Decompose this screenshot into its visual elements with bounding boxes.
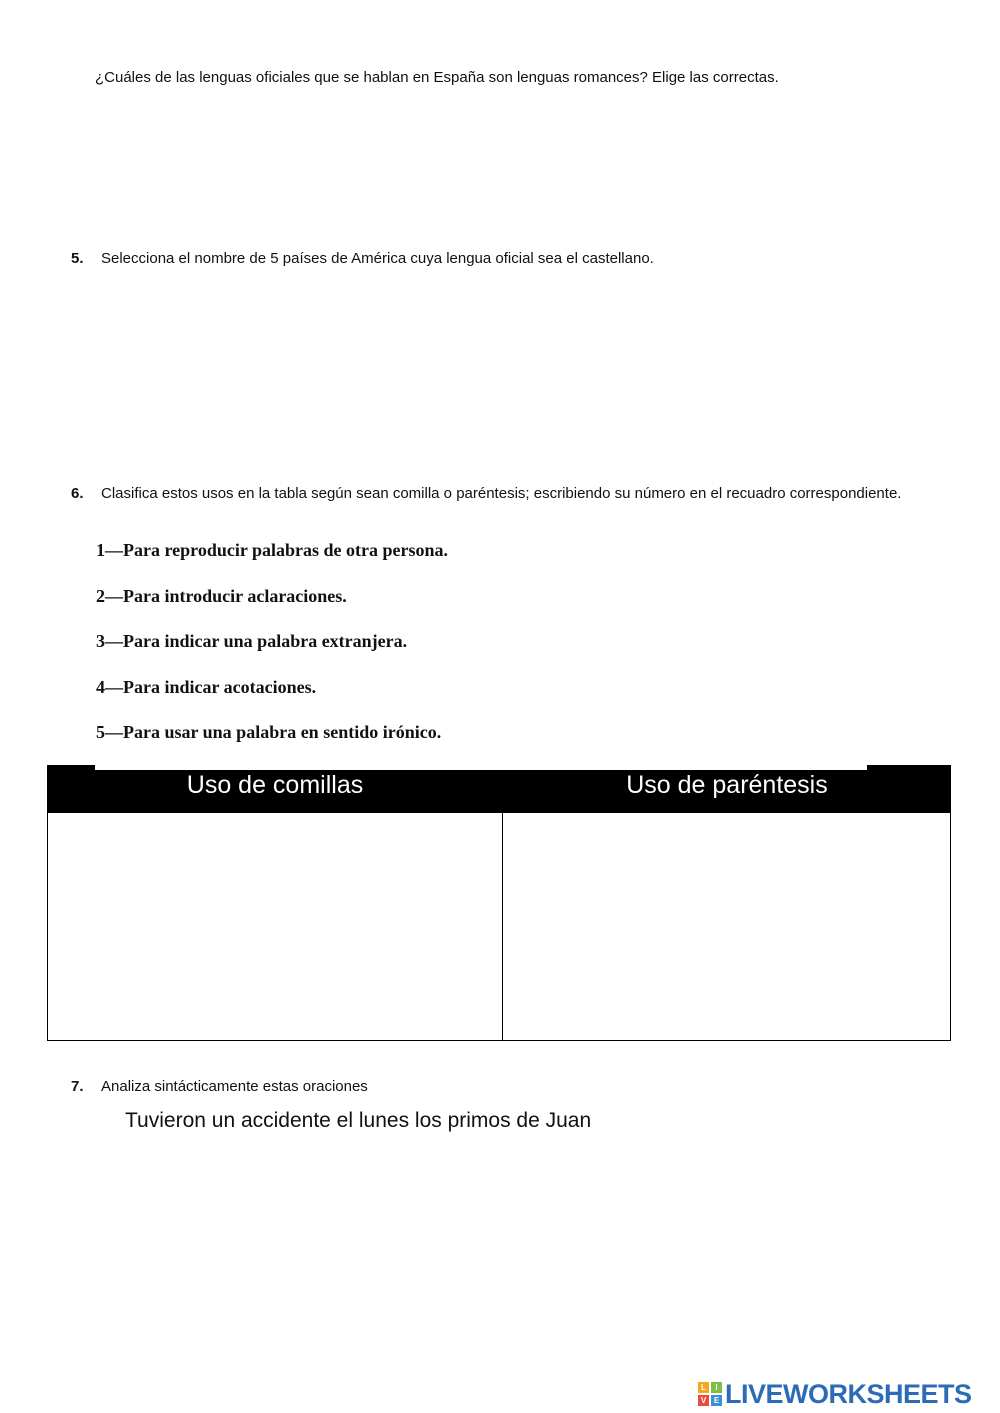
question-6-number: 6. [71, 485, 84, 502]
usage-item-1: 1—Para reproducir palabras de otra persona. [96, 540, 448, 560]
usage-item-4: 4—Para indicar acotaciones. [96, 677, 317, 697]
logo-letter-v: V [698, 1395, 709, 1406]
logo-text: LIVEWORKSHEETS [725, 1378, 972, 1409]
usage-item-5: 5—Para usar una palabra en sentido irónico. [96, 722, 442, 742]
analysis-sentence: Tuvieron un accidente el lunes los primos de Juan [125, 1109, 592, 1132]
question-6-text: Clasifica estos usos en la tabla según sean comilla o paréntesis; escribiendo su número en el recuadro correspondiente. [101, 485, 902, 502]
usage-item-3: 3—Para indicar una palabra extranjera. [96, 631, 408, 651]
usage-item-2: 2—Para introducir aclaraciones. [96, 586, 347, 606]
intro-question: ¿Cuáles de las lenguas oficiales que se hablan en España son lenguas romances? Elige las correctas. [95, 69, 779, 86]
parentesis-answer-cell[interactable] [503, 813, 949, 1040]
logo-mark [698, 1382, 722, 1406]
logo-letter-i: I [711, 1382, 722, 1393]
comillas-answer-cell[interactable] [48, 813, 501, 1040]
logo-letter-e: E [711, 1395, 722, 1406]
table-header-comillas: Uso de comillas [186, 771, 364, 799]
liveworksheets-logo [698, 1379, 972, 1409]
question-5-number: 5. [71, 250, 84, 267]
question-7-text: Analiza sintácticamente estas oraciones [101, 1078, 368, 1095]
logo-letter-l: L [698, 1382, 709, 1393]
table-header-parentesis: Uso de paréntesis [626, 771, 828, 799]
question-5-text: Selecciona el nombre de 5 países de América cuya lengua oficial sea el castellano. [101, 250, 654, 267]
question-7-number: 7. [71, 1078, 84, 1095]
